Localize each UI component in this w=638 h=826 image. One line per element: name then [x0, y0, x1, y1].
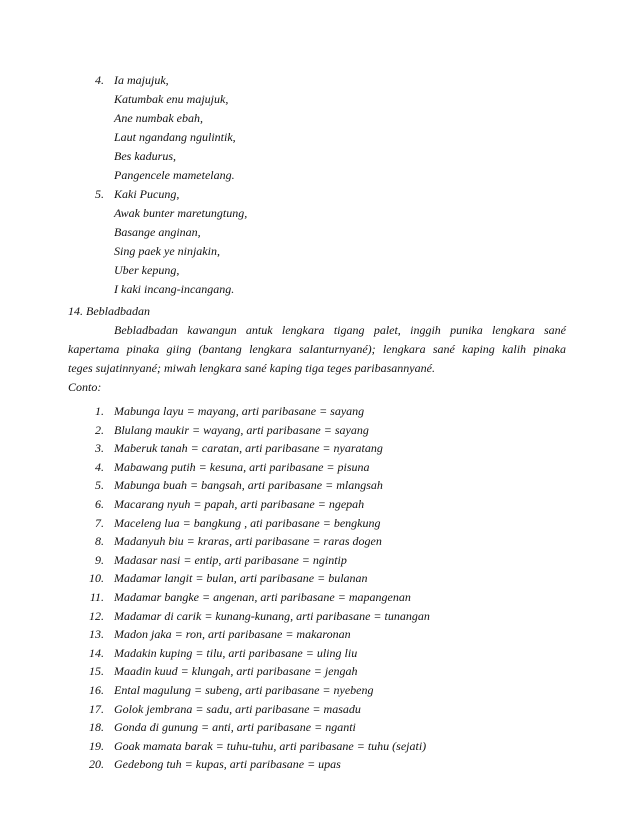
example-number: 11.	[89, 590, 104, 604]
example-number: 10.	[89, 571, 104, 585]
example-number: 5.	[95, 478, 104, 492]
example-number: 14.	[89, 646, 104, 660]
example-number: 4.	[95, 460, 104, 474]
poem-line: Awak bunter maretungtung,	[114, 206, 248, 220]
example-item: Ental magulung = subeng, arti paribasane = nyebeng	[114, 683, 374, 697]
poem-line: Sing paek ye ninjakin,	[114, 244, 220, 258]
example-number: 8.	[95, 534, 104, 548]
example-number: 3.	[95, 441, 104, 455]
example-item: Mabunga buah = bangsah, arti paribasane = mlangsah	[114, 478, 383, 492]
example-number: 19.	[89, 739, 104, 753]
example-item: Maceleng lua = bangkung , ati paribasane = bengkung	[114, 516, 381, 530]
example-number: 20.	[89, 757, 104, 771]
example-item: Madamar bangke = angenan, arti paribasane = mapangenan	[114, 590, 411, 604]
example-number: 17.	[89, 702, 104, 716]
example-number: 16.	[89, 683, 104, 697]
example-item: Golok jembrana = sadu, arti paribasane = masadu	[114, 702, 361, 716]
example-number: 1.	[95, 404, 104, 418]
example-item: Madasar nasi = entip, arti paribasane = ngintip	[114, 553, 347, 567]
example-item: Macarang nyuh = papah, arti paribasane = ngepah	[114, 497, 365, 511]
poem-line: Basange anginan,	[114, 225, 201, 239]
example-item: Mabunga layu = mayang, arti paribasane = sayang	[114, 404, 365, 418]
example-item: Madanyuh biu = kraras, arti paribasane = raras dogen	[114, 534, 382, 548]
example-item: Maadin kuud = klungah, arti paribasane = jengah	[114, 664, 358, 678]
example-item: Blulang maukir = wayang, arti paribasane = sayang	[114, 423, 369, 437]
example-item: Gedebong tuh = kupas, arti paribasane = upas	[114, 757, 341, 771]
poem-number: 4.	[95, 73, 104, 87]
example-item: Madon jaka = ron, arti paribasane = makaronan	[114, 627, 351, 641]
example-item: Madamar di carik = kunang-kunang, arti paribasane = tunangan	[114, 609, 430, 623]
paragraph-line: Bebladbadan kawangun antuk lengkara tigang palet, inggih punika lengkara sané	[114, 323, 566, 337]
example-number: 2.	[95, 423, 104, 437]
example-number: 13.	[89, 627, 104, 641]
poem-line: Laut ngandang ngulintik,	[114, 130, 236, 144]
poem-line: Kaki Pucung,	[114, 187, 180, 201]
section-heading: 14. Bebladbadan	[68, 304, 150, 318]
paragraph-line: kapertama pinaka giing (bantang lengkara salanturnyané); lengkara sané kaping kalih pinaka	[68, 342, 566, 356]
poem-line: Pangencele mametelang.	[114, 168, 235, 182]
example-number: 12.	[89, 609, 104, 623]
example-number: 15.	[89, 664, 104, 678]
poem-line: Uber kepung,	[114, 263, 180, 277]
poem-line: Ia majujuk,	[114, 73, 169, 87]
poem-number: 5.	[95, 187, 104, 201]
example-number: 18.	[89, 720, 104, 734]
example-number: 9.	[95, 553, 104, 567]
poem-line: Katumbak enu majujuk,	[114, 92, 229, 106]
poem-line: Bes kadurus,	[114, 149, 176, 163]
example-item: Madamar langit = bulan, arti paribasane = bulanan	[114, 571, 368, 585]
poem-line: Ane numbak ebah,	[114, 111, 203, 125]
example-item: Gonda di gunung = anti, arti paribasane = nganti	[114, 720, 356, 734]
example-label: Conto:	[68, 380, 102, 394]
poem-line: I kaki incang-incangang.	[114, 282, 235, 296]
paragraph-line: teges sujatinnyané; miwah lengkara sané kaping tiga teges paribasannyané.	[68, 361, 435, 375]
example-item: Madakin kuping = tilu, arti paribasane = uling liu	[114, 646, 358, 660]
example-number: 6.	[95, 497, 104, 511]
example-number: 7.	[95, 516, 104, 530]
example-item: Goak mamata barak = tuhu-tuhu, arti paribasane = tuhu (sejati)	[114, 739, 427, 753]
example-item: Mabawang putih = kesuna, arti paribasane = pisuna	[114, 460, 370, 474]
example-item: Maberuk tanah = caratan, arti paribasane = nyaratang	[114, 441, 383, 455]
